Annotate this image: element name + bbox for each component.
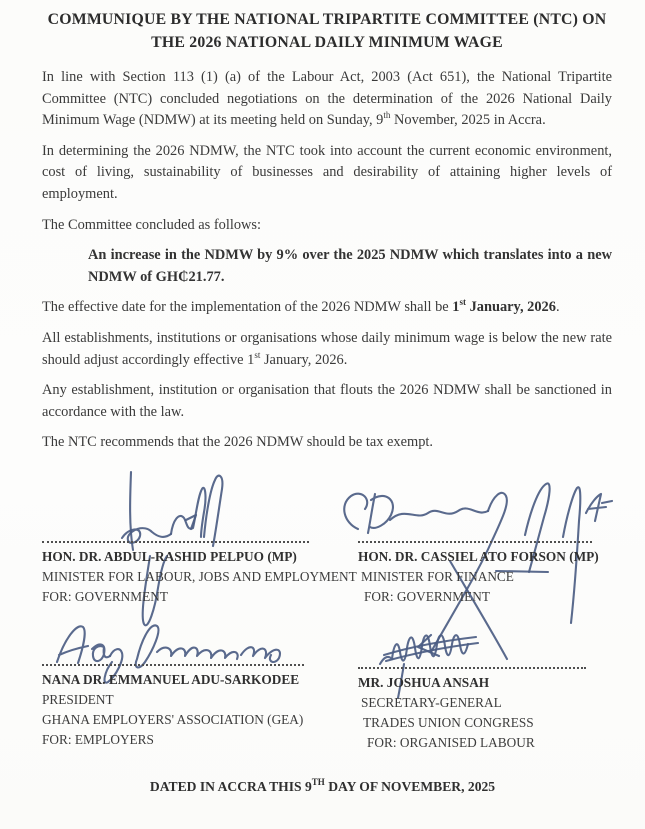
paragraph-conclusion-intro: The Committee concluded as follows:	[42, 216, 262, 233]
effective-date-month-year: January, 2026	[465, 299, 556, 316]
legal-basis-text: In line with Section 113 (1) (a) of the Labour Act, 2003 (Act 651), the National Tripartite Committee (NTC) concluded negotiations on the determination of the 2026 National Daily Minimum Wage (NDMW) at its meeting held on Sunday, 9	[42, 69, 612, 129]
paragraph-effective-date	[42, 297, 612, 319]
effective-date-period: .	[555, 299, 560, 316]
signatory-block-pelpuo	[42, 541, 357, 607]
title-line-2: THE 2026 NATIONAL DAILY MINIMUM WAGE	[151, 34, 503, 51]
signatory-role: MINISTER FOR LABOUR, JOBS AND EMPLOYMENT	[42, 569, 357, 584]
signatory-represents: FOR: GOVERNMENT	[364, 589, 490, 604]
effective-date-bold	[452, 299, 556, 315]
signatory-represents: FOR: ORGANISED LABOUR	[367, 735, 535, 750]
signatory-role: PRESIDENT	[42, 692, 114, 707]
signatory-organisation: TRADES UNION CONGRESS	[363, 715, 534, 730]
legal-basis-text-end: November, 2025 in Accra.	[390, 112, 546, 129]
adjustment-text: All establishments, institutions or organisations whose daily minimum wage is below the new rate should adjust accordingly effective 1	[42, 329, 612, 368]
paragraph-decision: An increase in the NDMW by 9% over the 2025 NDMW which translates into a new NDMW of GH₵21.77.	[88, 247, 612, 285]
signatory-name: HON. DR. CASSIEL ATO FORSON (MP)	[358, 549, 599, 564]
dateline	[0, 779, 645, 795]
paragraph-considerations: In determining the 2026 NDMW, the NTC took into account the current economic environment, cost of living, sustainability of businesses and desirability of attaining higher levels of employment.	[42, 142, 612, 202]
dateline-text-end: DAY OF NOVEMBER, 2025	[324, 779, 496, 794]
title-line-1: COMMUNIQUE BY THE NATIONAL TRIPARTITE COMMITTEE (NTC) ON	[47, 11, 607, 28]
ordinal-superscript: TH	[311, 777, 325, 787]
effective-date-text: The effective date for the implementation of the 2026 NDMW shall be	[42, 299, 453, 316]
ordinal-superscript: th	[383, 110, 391, 121]
signatory-block-forson	[358, 541, 612, 607]
signatory-name: NANA DR. EMMANUEL ADU-SARKODEE	[42, 672, 300, 687]
adjustment-text-end: January, 2026.	[260, 351, 348, 368]
document-title	[42, 8, 612, 54]
paragraph-adjustment	[42, 328, 612, 371]
signatory-block-adu-sarkodee	[42, 664, 330, 750]
signature-line	[358, 541, 592, 543]
signature-line	[42, 664, 304, 666]
paragraph-tax-exempt: The NTC recommends that the 2026 NDMW should be tax exempt.	[42, 434, 433, 451]
signatory-role: SECRETARY-GENERAL	[361, 695, 502, 710]
signatory-name: MR. JOSHUA ANSAH	[358, 675, 490, 690]
effective-date-day: 1	[452, 299, 460, 316]
document-body	[42, 8, 612, 463]
dateline-text: DATED IN ACCRA THIS 9	[149, 779, 312, 794]
ordinal-superscript: st	[254, 349, 261, 360]
signatory-name: HON. DR. ABDUL-RASHID PELPUO (MP)	[42, 549, 297, 564]
ordinal-superscript: st	[459, 297, 466, 308]
paragraph-legal-basis	[42, 67, 612, 132]
signatory-organisation: GHANA EMPLOYERS' ASSOCIATION (GEA)	[42, 712, 304, 727]
signature-line	[358, 667, 586, 669]
signature-line	[42, 541, 309, 543]
signatory-role: MINISTER FOR FINANCE	[361, 569, 514, 584]
signatory-represents: FOR: EMPLOYERS	[42, 732, 154, 747]
signatory-represents: FOR: GOVERNMENT	[42, 589, 168, 604]
signatory-block-ansah	[358, 667, 612, 753]
paragraph-sanctions: Any establishment, institution or organisation that flouts the 2026 NDMW shall be sanctioned in accordance with the law.	[42, 382, 612, 420]
